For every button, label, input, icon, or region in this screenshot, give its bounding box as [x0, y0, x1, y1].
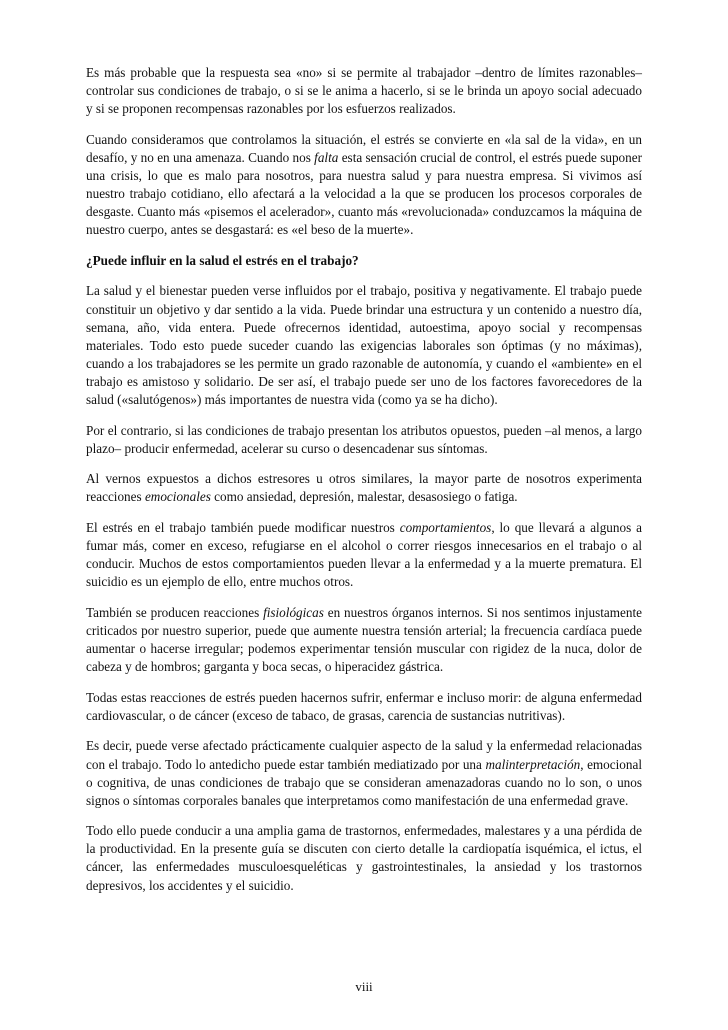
document-body: [86, 64, 642, 907]
text-segment: ¿Puede influir en la salud el estrés en el trabajo?: [86, 252, 359, 268]
paragraph: [86, 64, 642, 118]
text-segment: como ansiedad, depresión, malestar, desasosiego o fatiga.: [210, 489, 518, 505]
paragraph: [86, 282, 642, 409]
paragraph: [86, 689, 642, 725]
italic-text: falta: [314, 149, 339, 165]
text-segment: Es más probable que la respuesta sea «no» si se permite al trabajador –dentro de límites razonables– controlar sus condiciones de trabajo, o si se le anima a hacerlo, si se le brinda un apoyo social adecuado y si se proponen recompensas razonables por los esfuerzos realizados.: [86, 65, 642, 117]
text-segment: , lo que llevará a algunos a fumar más, comer en exceso, refugiarse en el alcohol o correr riesgos innecesarios en el trabajo o al conducir. Muchos de estos comportamientos pueden llevar a la enfermedad y a la muerte prematura. El suicidio es un ejemplo de ello, entre muchos otros.: [86, 519, 642, 590]
page-number: viii: [355, 979, 373, 994]
text-segment: Al vernos expuestos a dichos estresores u otros similares, la mayor parte de nosotros experimenta reacciones: [86, 471, 642, 505]
italic-text: emocionales: [144, 489, 211, 505]
paragraph: [86, 737, 642, 809]
text-segment: en nuestros órganos internos. Si nos sentimos injustamente criticados por nuestro superior, puede que aumente nuestra tensión arterial; la frecuencia cardíaca puede aumentar o hacerse irregular; podemos experimentar tensión muscular con rigidez de la nuca, dolor de cabeza y de hombros; garganta y boca secas, o hiperacidez gástrica.: [86, 604, 642, 675]
text-segment: esta sensación crucial de control, el estrés puede suponer una crisis, lo que es malo para nosotros, para nuestra salud y para nuestra empresa. Si vivimos así nuestro trabajo cotidiano, ello afectará a la velocidad a la que se producen los procesos corporales de desgaste. Cuanto más «pisemos el acelerador», cuanto más «revolucionada» conduzcamos la máquina de nuestro cuerpo, antes se desgastará: es «el beso de la muerte».: [86, 149, 642, 238]
italic-text: fisiológicas: [263, 604, 324, 620]
text-segment: También se producen reacciones: [86, 604, 264, 620]
italic-text: comportamientos: [399, 519, 492, 535]
text-segment: Por el contrario, si las condiciones de trabajo presentan los atributos opuestos, pueden –al menos, a largo plazo– producir enfermedad, acelerar su curso o desencadenar sus síntomas.: [86, 422, 642, 456]
italic-text: malinterpretación: [485, 756, 581, 772]
paragraph: [86, 822, 642, 894]
text-segment: Todas estas reacciones de estrés pueden hacernos sufrir, enfermar e incluso morir: de alguna enfermedad cardiovascular, o de cáncer (exceso de tabaco, de grasas, carencia de sustancias nutritivas).: [86, 689, 642, 723]
text-segment: Es decir, puede verse afectado prácticamente cualquier aspecto de la salud y la enfermedad relacionadas con el trabajo. Todo lo antedicho puede estar también mediatizado por una: [86, 738, 642, 772]
text-segment: Todo ello puede conducir a una amplia gama de trastornos, enfermedades, malestares y a una pérdida de la productividad. En la presente guía se discuten con cierto detalle la cardiopatía isquémica, el ictus, el cáncer, las enfermedades musculoesqueléticas y gastrointestinales, la ansiedad y los trastornos depresivos, los accidentes y el suicidio.: [86, 823, 642, 893]
text-segment: La salud y el bienestar pueden verse influidos por el trabajo, positiva y negativamente. El trabajo puede constituir un objetivo y dar sentido a la vida. Puede brindar una estructura y un contenido a nuestro día, semana, año, vida entera. Puede ofrecernos identidad, autoestima, apoyo social y recompensas materiales. Todo esto puede suceder cuando las exigencias laborales son óptimas (y no máximas), cuando a los trabajadores se les permite un grado razonable de autonomía, y cuando el «ambiente» en el trabajo es amistoso y solidario. De ser así, el trabajo puede ser uno de los factores favorecedores de la salud («salutógenos») más importantes de nuestra vida (como ya se ha dicho).: [86, 283, 642, 407]
text-segment: El estrés en el trabajo también puede modificar nuestros: [86, 519, 400, 535]
paragraph: [86, 604, 642, 676]
paragraph: [86, 422, 642, 458]
text-segment: Cuando consideramos que controlamos la situación, el estrés se convierte en «la sal de la vida», en un desafío, y no en una amenaza. Cuando nos: [86, 131, 642, 165]
paragraph: [86, 519, 642, 591]
section-heading: [86, 252, 642, 270]
paragraph: [86, 131, 642, 240]
text-segment: , emocional o cognitiva, de unas condiciones de trabajo que se consideran amenazadoras cuando no lo son, o unos signos o síntomas corporales banales que interpretamos como manifestación de una enfermedad grave.: [86, 756, 642, 808]
paragraph: [86, 470, 642, 506]
